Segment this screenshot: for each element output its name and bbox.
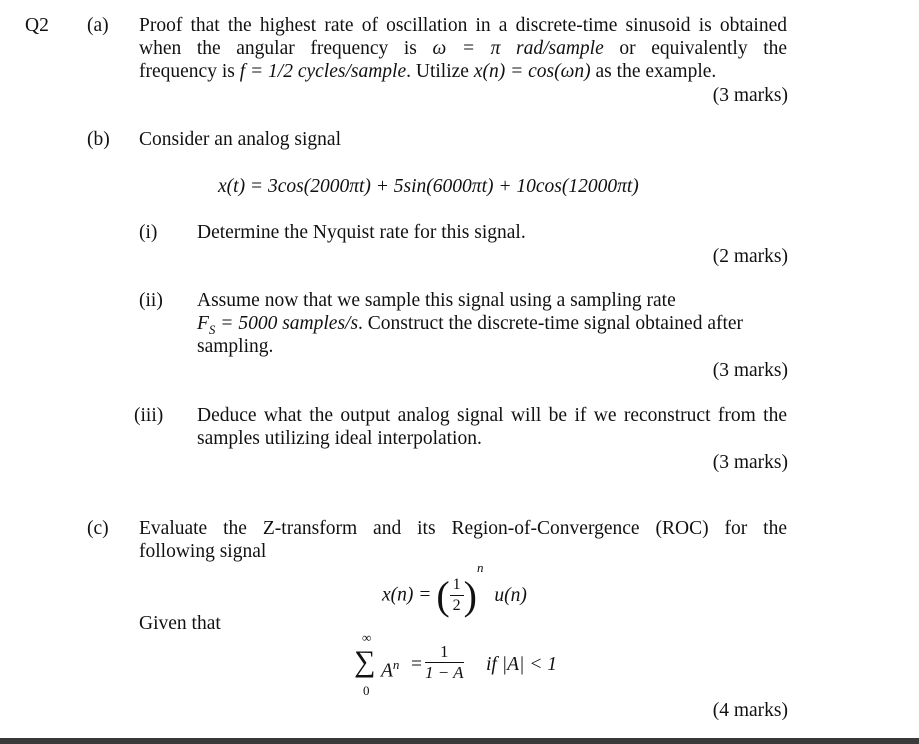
part-c-line-1: Evaluate the Z-transform and its Region-of-Convergence (ROC) for the	[139, 518, 787, 539]
part-b-i-label: (i)	[139, 222, 158, 243]
part-a-line-3	[139, 60, 716, 83]
part-b-iii-line-1: Deduce what the output analog signal will be if we reconstruct from the	[197, 405, 787, 426]
sum-fraction	[425, 642, 464, 683]
part-b-ii-line-2	[197, 312, 743, 341]
z-signal-lhs: x(n) =	[382, 584, 432, 606]
part-a-line-1	[139, 14, 787, 37]
sum-term	[381, 653, 399, 683]
part-a-label: (a)	[87, 15, 109, 36]
frequency-formula: f = 1/2 cycles/sample	[239, 61, 407, 82]
part-a-line-3-pre: frequency is	[139, 61, 235, 82]
part-a-line-2-pre: when the angular frequency is	[139, 38, 417, 59]
part-b-ii-line-2-post: . Construct the discrete-time signal obtained after	[358, 313, 744, 334]
part-c-line-2: following signal	[139, 541, 267, 562]
sum-equals: =	[411, 654, 422, 675]
part-b-i-marks: (2 marks)	[712, 246, 788, 267]
part-b-iii-label: (iii)	[134, 405, 164, 426]
sum-fraction-denominator: 1 − A	[425, 663, 464, 682]
part-b-iii-line-2: samples utilizing ideal interpolation.	[197, 428, 482, 449]
part-b-ii-line-1: Assume now that we sample this signal using a sampling rate	[197, 290, 676, 311]
z-signal-formula	[382, 560, 527, 619]
part-b-label: (b)	[87, 129, 110, 150]
part-b-ii-marks: (3 marks)	[712, 360, 788, 381]
sum-lower-limit: 0	[363, 683, 370, 698]
half-fraction	[450, 575, 464, 616]
sum-fraction-inner	[425, 642, 464, 683]
sum-symbol: ∑	[354, 645, 376, 678]
part-b-iii-line-1-wrap	[197, 404, 787, 427]
sampling-rate-symbol: F	[197, 313, 209, 334]
half-numerator: 1	[450, 575, 464, 596]
part-a-line-2	[139, 37, 787, 60]
given-that: Given that	[139, 613, 221, 634]
sum-term-exponent: n	[392, 657, 400, 672]
part-a-line-1-text: Proof that the highest rate of oscillation in a discrete-time sinusoid is obtained	[139, 15, 787, 36]
sum-term-base: A	[381, 660, 393, 682]
sum-upper-limit: ∞	[362, 630, 372, 645]
part-b-ii-line-3: sampling.	[197, 336, 274, 357]
left-paren: (	[436, 573, 450, 619]
convergence-condition: if |A| < 1	[486, 654, 558, 675]
part-a-line-3-mid: . Utilize	[406, 61, 469, 82]
part-a-marks: (3 marks)	[712, 85, 788, 106]
half-denominator: 2	[452, 597, 461, 615]
part-c-marks: (4 marks)	[712, 700, 788, 721]
sampling-rate-subscript: S	[208, 321, 216, 337]
part-b-intro: Consider an analog signal	[139, 129, 341, 150]
part-b-ii-label: (ii)	[139, 290, 163, 311]
part-c-line-1-wrap	[139, 517, 787, 540]
example-formula: x(n) = cos(ωn)	[473, 61, 591, 82]
unit-step: u(n)	[494, 584, 527, 606]
angular-frequency-formula: ω = π rad/sample	[432, 38, 604, 59]
part-b-iii-marks: (3 marks)	[712, 452, 788, 473]
sum-fraction-numerator: 1	[425, 642, 464, 663]
part-a-line-2-post: or equivalently the	[619, 38, 788, 59]
sampling-rate-value: = 5000 samples/s	[220, 313, 359, 334]
part-b-i-text: Determine the Nyquist rate for this signal.	[197, 222, 526, 243]
bottom-divider	[0, 738, 919, 744]
exponent-n: n	[476, 560, 484, 575]
part-c-label: (c)	[87, 518, 109, 539]
right-paren: )	[463, 573, 477, 619]
part-a-line-3-post: as the example.	[595, 61, 717, 82]
question-number: Q2	[25, 15, 49, 36]
analog-signal-formula: x(t) = 3cos(2000πt) + 5sin(6000πt) + 10cos(12000πt)	[218, 176, 639, 197]
